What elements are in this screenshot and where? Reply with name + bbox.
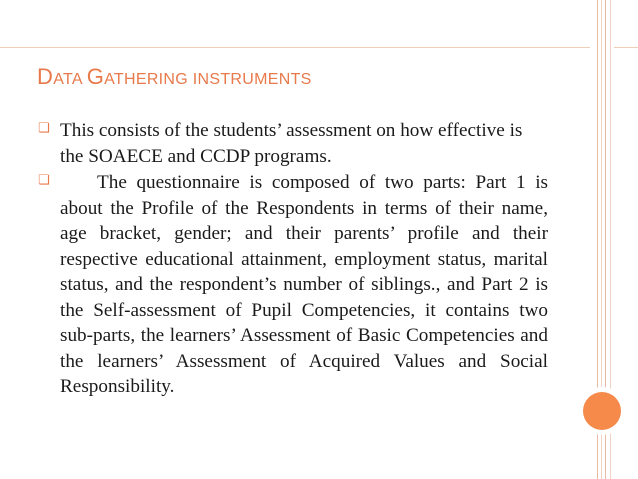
title-divider [0, 47, 590, 48]
bullet-text: The questionnaire is composed of two parts: Part 1 is about the Profile of the Respondents in terms of their name, age bracket, gender; and their parents’ profile and their respective educational attainment, employment status, marital status, and the respondent’s number of siblings., and Part 2 is the Self-assessment of Pupil Competencies, it contains two sub-parts, the learners’ Assessment of Basic Competencies and the learners’ Assessment of Acquired Values and Social Responsibility. [60, 172, 548, 397]
bullet-icon: ❏ [38, 121, 50, 136]
bullet-icon: ❏ [38, 173, 50, 188]
bullet-text: This consists of the students’ assessment on how effective is the SOAECE and CCDP programs. [60, 120, 523, 167]
slide-title: DATA GATHERING INSTRUMENTS [37, 64, 312, 89]
title-divider-right [614, 47, 638, 48]
decorative-circle [583, 392, 621, 430]
